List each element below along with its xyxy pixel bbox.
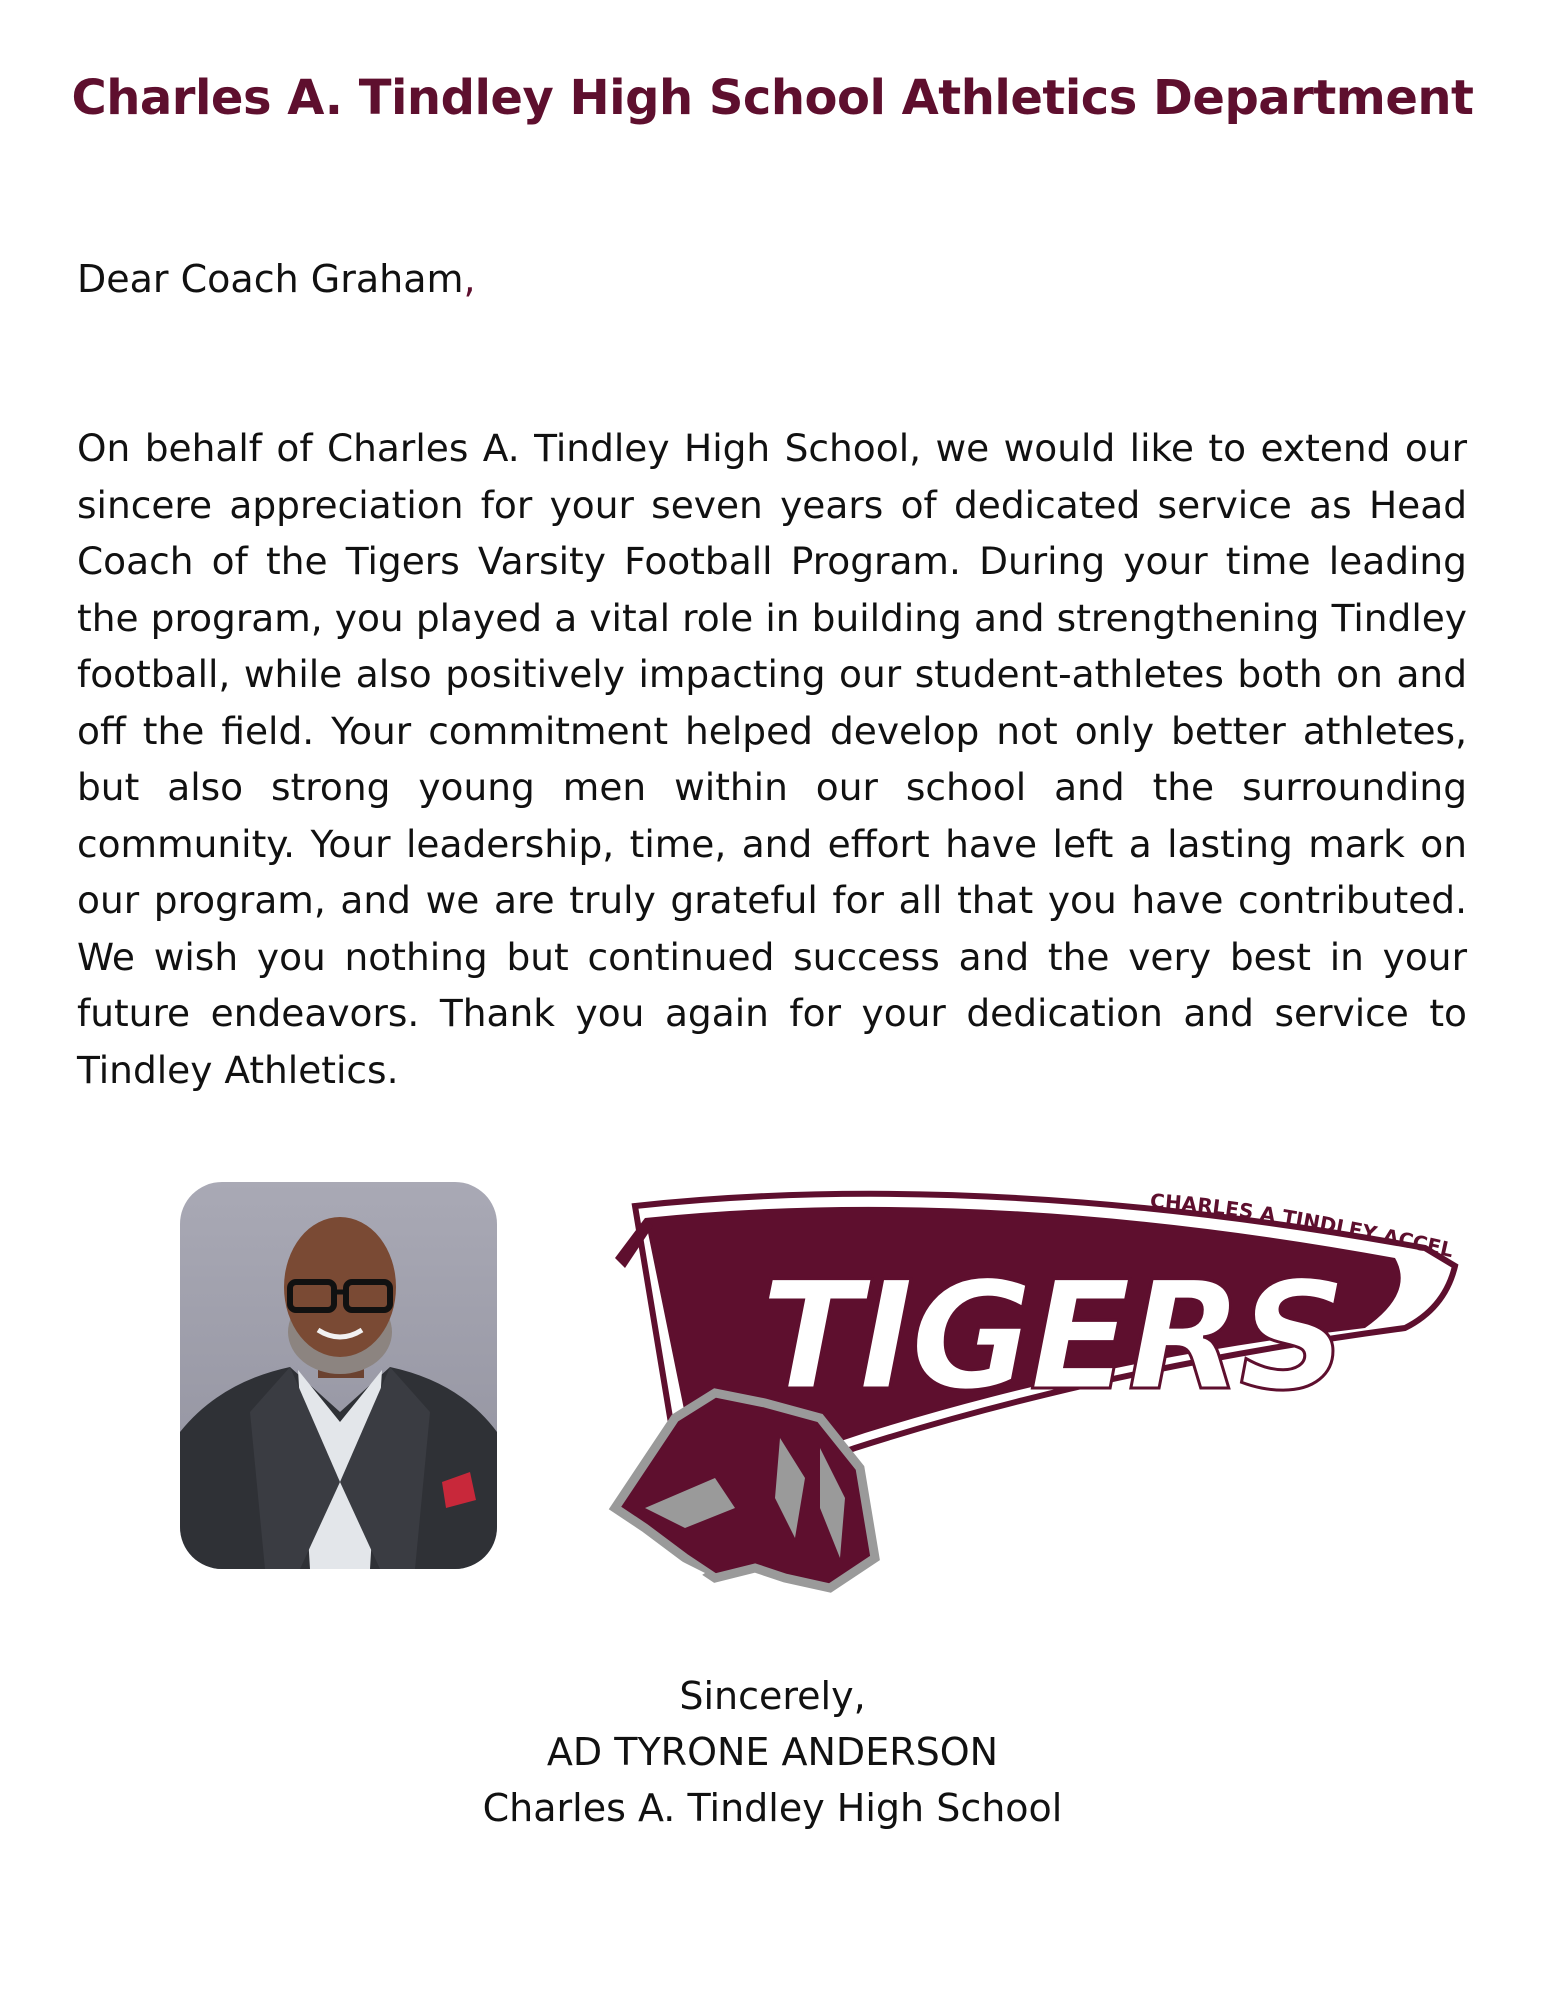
page-title: Charles A. Tindley High School Athletics Department [71,70,1474,126]
closing: Sincerely, [679,1674,866,1718]
salutation [77,257,476,301]
letter-body: On behalf of Charles A. Tindley High School, we would like to extend our sincere appreciation for your seven years of dedicated service as Head Coach of the Tigers Varsity Football Program. During your time leading the program, you played a vital role in building and strengthening Tindley football, while also positively impacting our student-athletes both on and off the field. Your commitment helped develop not only better athletes, but also strong young men within our school and the surrounding community. Your leadership, time, and effort have left a lasting mark on our program, and we are truly grateful for all that you have contributed. We wish you nothing but continued success and the very best in your future endeavors. Thank you again for your dedication and service to Tindley Athletics. [77,426,1467,1092]
portrait-illustration [180,1182,497,1569]
portrait-photo [180,1182,497,1569]
logo-arc-text: CHARLES A TINDLEY ACCEL [1149,1188,1456,1263]
tigers-logo [605,1178,1475,1598]
salutation-comma: , [463,257,476,301]
tigers-pennant-emblem [605,1178,1475,1598]
signer-name: AD TYRONE ANDERSON [546,1730,999,1774]
logo-wordmark: TIGERS [760,1250,1344,1424]
signer-school: Charles A. Tindley High School [482,1786,1063,1830]
signature-block [0,1668,1545,1836]
salutation-text: Dear Coach Graham [77,257,464,301]
